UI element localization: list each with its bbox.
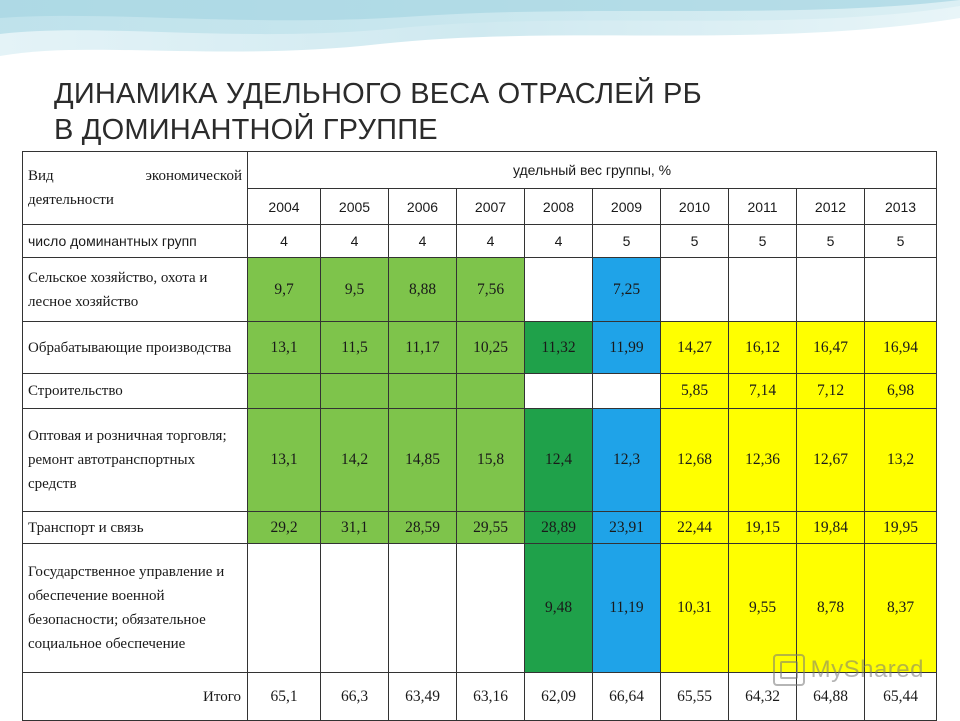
title-line-1: ДИНАМИКА УДЕЛЬНОГО ВЕСА ОТРАСЛЕЙ РБ bbox=[54, 78, 702, 110]
value-cell bbox=[729, 258, 797, 322]
value-cell: 28,59 bbox=[389, 512, 457, 544]
watermark bbox=[773, 654, 924, 686]
value-cell bbox=[321, 374, 389, 409]
value-cell bbox=[248, 374, 321, 409]
value-cell: 28,89 bbox=[525, 512, 593, 544]
total-cell: 65,1 bbox=[248, 673, 321, 721]
value-cell: 5,85 bbox=[661, 374, 729, 409]
value-cell: 7,12 bbox=[797, 374, 865, 409]
value-cell: 13,1 bbox=[248, 322, 321, 374]
value-cell: 11,5 bbox=[321, 322, 389, 374]
value-cell bbox=[661, 258, 729, 322]
data-table bbox=[22, 151, 937, 721]
value-cell: 6,98 bbox=[865, 374, 937, 409]
watermark-text: MyShared bbox=[810, 656, 924, 683]
value-cell: 19,95 bbox=[865, 512, 937, 544]
table-row bbox=[23, 258, 937, 322]
value-cell: 11,32 bbox=[525, 322, 593, 374]
activity-header-line-2: деятельности bbox=[28, 192, 114, 208]
value-cell: 7,25 bbox=[593, 258, 661, 322]
count-row-label: число доминантных групп bbox=[23, 225, 248, 258]
value-cell: 13,2 bbox=[865, 409, 937, 512]
value-cell: 11,19 bbox=[593, 544, 661, 673]
value-cell: 8,37 bbox=[865, 544, 937, 673]
year-header: 2012 bbox=[797, 189, 865, 225]
value-cell: 14,27 bbox=[661, 322, 729, 374]
value-cell bbox=[248, 544, 321, 673]
value-cell bbox=[389, 374, 457, 409]
value-cell bbox=[865, 258, 937, 322]
value-cell: 10,31 bbox=[661, 544, 729, 673]
year-header: 2006 bbox=[389, 189, 457, 225]
header-row bbox=[23, 152, 937, 189]
table-row bbox=[23, 322, 937, 374]
count-cell: 4 bbox=[321, 225, 389, 258]
value-cell: 10,25 bbox=[457, 322, 525, 374]
total-cell: 63,16 bbox=[457, 673, 525, 721]
value-cell: 29,55 bbox=[457, 512, 525, 544]
value-cell: 15,8 bbox=[457, 409, 525, 512]
value-cell: 8,78 bbox=[797, 544, 865, 673]
value-cell: 7,14 bbox=[729, 374, 797, 409]
table-row bbox=[23, 374, 937, 409]
value-cell: 12,68 bbox=[661, 409, 729, 512]
value-cell: 11,99 bbox=[593, 322, 661, 374]
value-cell: 19,84 bbox=[797, 512, 865, 544]
value-cell: 11,17 bbox=[389, 322, 457, 374]
total-cell: 64,32 bbox=[729, 673, 797, 721]
value-cell: 31,1 bbox=[321, 512, 389, 544]
row-label: Транспорт и связь bbox=[23, 512, 248, 544]
value-cell bbox=[593, 374, 661, 409]
year-header: 2008 bbox=[525, 189, 593, 225]
value-cell bbox=[389, 544, 457, 673]
value-cell: 19,15 bbox=[729, 512, 797, 544]
value-cell bbox=[457, 544, 525, 673]
value-cell bbox=[457, 374, 525, 409]
value-cell bbox=[525, 374, 593, 409]
value-cell bbox=[321, 544, 389, 673]
value-cell bbox=[797, 258, 865, 322]
year-header: 2005 bbox=[321, 189, 389, 225]
page-title bbox=[54, 76, 702, 148]
count-cell: 5 bbox=[729, 225, 797, 258]
value-cell: 16,47 bbox=[797, 322, 865, 374]
row-label: Строительство bbox=[23, 374, 248, 409]
total-cell: 65,44 bbox=[865, 673, 937, 721]
value-cell: 29,2 bbox=[248, 512, 321, 544]
row-label: Сельское хозяйство, охота и лесное хозяйство bbox=[23, 258, 248, 322]
total-cell: 64,88 bbox=[797, 673, 865, 721]
table-row bbox=[23, 409, 937, 512]
count-cell: 4 bbox=[389, 225, 457, 258]
total-cell: 66,64 bbox=[593, 673, 661, 721]
count-cell: 4 bbox=[457, 225, 525, 258]
activity-header bbox=[23, 152, 248, 225]
count-cell: 5 bbox=[593, 225, 661, 258]
value-cell: 12,4 bbox=[525, 409, 593, 512]
count-cell: 5 bbox=[865, 225, 937, 258]
value-cell: 9,55 bbox=[729, 544, 797, 673]
value-cell: 8,88 bbox=[389, 258, 457, 322]
year-header: 2004 bbox=[248, 189, 321, 225]
row-label: Государственное управление и обеспечение военной безопасности; обязательное социальное обеспечение bbox=[23, 544, 248, 673]
count-row bbox=[23, 225, 937, 258]
year-header: 2010 bbox=[661, 189, 729, 225]
year-header: 2013 bbox=[865, 189, 937, 225]
count-cell: 5 bbox=[797, 225, 865, 258]
value-cell: 9,48 bbox=[525, 544, 593, 673]
value-cell: 12,3 bbox=[593, 409, 661, 512]
value-cell: 23,91 bbox=[593, 512, 661, 544]
value-cell: 16,94 bbox=[865, 322, 937, 374]
year-header: 2011 bbox=[729, 189, 797, 225]
total-cell: 63,49 bbox=[389, 673, 457, 721]
share-header: удельный вес группы, % bbox=[248, 152, 937, 189]
count-cell: 4 bbox=[248, 225, 321, 258]
total-cell: 62,09 bbox=[525, 673, 593, 721]
year-header: 2007 bbox=[457, 189, 525, 225]
count-cell: 5 bbox=[661, 225, 729, 258]
total-cell: 65,55 bbox=[661, 673, 729, 721]
value-cell: 22,44 bbox=[661, 512, 729, 544]
value-cell: 14,85 bbox=[389, 409, 457, 512]
value-cell: 13,1 bbox=[248, 409, 321, 512]
value-cell: 7,56 bbox=[457, 258, 525, 322]
value-cell: 9,5 bbox=[321, 258, 389, 322]
year-header: 2009 bbox=[593, 189, 661, 225]
value-cell: 12,67 bbox=[797, 409, 865, 512]
value-cell: 9,7 bbox=[248, 258, 321, 322]
total-cell: 66,3 bbox=[321, 673, 389, 721]
count-cell: 4 bbox=[525, 225, 593, 258]
value-cell: 16,12 bbox=[729, 322, 797, 374]
row-label: Обрабатывающие производства bbox=[23, 322, 248, 374]
total-label: Итого bbox=[23, 673, 248, 721]
table-row bbox=[23, 512, 937, 544]
title-line-2: В ДОМИНАНТНОЙ ГРУППЕ bbox=[54, 114, 438, 146]
watermark-logo-icon bbox=[773, 654, 805, 686]
value-cell: 14,2 bbox=[321, 409, 389, 512]
value-cell: 12,36 bbox=[729, 409, 797, 512]
activity-header-line-1: Вид экономической bbox=[28, 168, 242, 184]
row-label: Оптовая и розничная торговля; ремонт автотранспортных средств bbox=[23, 409, 248, 512]
value-cell bbox=[525, 258, 593, 322]
